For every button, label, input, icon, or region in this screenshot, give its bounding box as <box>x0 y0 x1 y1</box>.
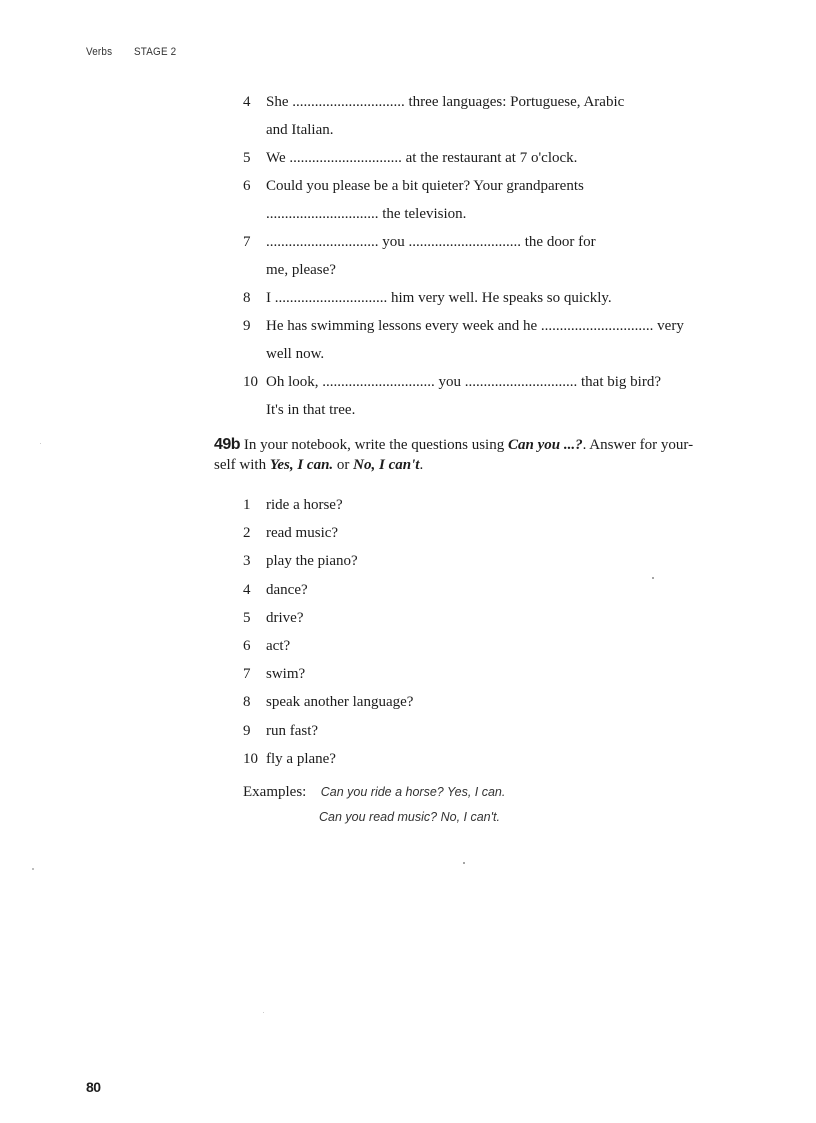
scan-speck <box>263 1012 264 1013</box>
instruction-text: In your notebook, write the questions using <box>240 437 508 453</box>
item-number: 8 <box>243 290 251 306</box>
item-text: dance? <box>266 581 308 598</box>
section-title: Verbs <box>86 46 113 58</box>
list-item <box>243 491 643 519</box>
item-number: 3 <box>243 553 251 570</box>
instruction-text: self with <box>214 457 270 473</box>
item-number: 7 <box>243 666 251 683</box>
item-text: play the piano? <box>266 553 358 570</box>
item-text: fly a plane? <box>266 750 336 767</box>
item-number: 9 <box>243 318 251 334</box>
item-number: 10 <box>243 374 258 390</box>
list-item <box>243 632 643 660</box>
item-number: 6 <box>243 178 251 194</box>
scan-speck <box>32 868 34 870</box>
scan-speck <box>463 862 465 864</box>
instruction-text: . Answer for your- <box>582 437 694 453</box>
instruction-emphasis: Yes, I can. <box>269 457 334 473</box>
instruction-text: or <box>333 457 354 473</box>
item-text: read music? <box>266 525 339 542</box>
list-item <box>243 547 643 575</box>
exercise-code: 49b <box>214 436 241 453</box>
item-number: 9 <box>243 722 251 739</box>
item-text: run fast? <box>266 722 319 739</box>
list-item <box>243 144 758 172</box>
instruction-text: . <box>419 457 424 473</box>
item-line: .............................. the television. <box>266 206 467 222</box>
item-number: 10 <box>243 750 258 767</box>
item-number: 1 <box>243 497 251 513</box>
item-text: drive? <box>266 609 304 626</box>
item-number: 5 <box>243 150 251 166</box>
item-line: She .............................. three languages: Portuguese, Arabic <box>266 94 625 110</box>
list-item <box>243 368 758 424</box>
exercise-b-instruction <box>214 435 754 475</box>
list-item <box>243 172 758 228</box>
item-text: speak another language? <box>266 694 414 711</box>
examples-block <box>243 784 505 826</box>
list-item <box>243 312 758 368</box>
instruction-emphasis: Can you ...? <box>507 437 583 453</box>
item-line: He has swimming lessons every week and he .............................. very <box>266 318 684 334</box>
item-text: act? <box>266 638 291 655</box>
item-line: me, please? <box>266 262 336 278</box>
item-number: 5 <box>243 609 251 626</box>
item-number: 2 <box>243 525 251 542</box>
item-line: .............................. you .............................. the door for <box>266 234 596 250</box>
stage-label: STAGE 2 <box>134 46 177 58</box>
item-line: Could you please be a bit quieter? Your grandparents <box>266 178 584 194</box>
item-text: swim? <box>266 666 306 683</box>
scan-speck <box>40 443 41 444</box>
item-line: and Italian. <box>266 122 334 138</box>
item-number: 6 <box>243 638 251 655</box>
item-number: 7 <box>243 234 251 250</box>
item-line: We .............................. at the restaurant at 7 o'clock. <box>266 150 578 166</box>
list-item <box>243 604 643 632</box>
list-item <box>243 284 758 312</box>
list-item <box>243 576 643 604</box>
list-item <box>243 660 643 688</box>
item-line: well now. <box>266 346 325 362</box>
examples-label: Examples: <box>243 784 307 800</box>
example-sentence: Can you read music? No, I can't. <box>319 810 500 824</box>
item-number: 8 <box>243 694 251 711</box>
item-line: I .............................. him very well. He speaks so quickly. <box>266 290 612 306</box>
list-item <box>243 519 643 547</box>
list-item <box>243 88 758 144</box>
list-item <box>243 228 758 284</box>
scan-speck <box>652 577 654 579</box>
instruction-emphasis: No, I can't <box>353 457 420 473</box>
item-number: 4 <box>243 581 251 598</box>
exercise-b-list <box>243 491 643 773</box>
item-line: Oh look, .............................. you .............................. that big bird? <box>266 374 661 390</box>
list-item <box>243 745 643 773</box>
item-number: 4 <box>243 94 251 110</box>
list-item <box>243 717 643 745</box>
item-text: ride a horse? <box>266 497 343 513</box>
list-item <box>243 688 643 716</box>
item-line: It's in that tree. <box>266 402 356 418</box>
page-number: 80 <box>86 1079 101 1095</box>
running-header <box>86 46 181 58</box>
exercise-a-list <box>243 88 758 424</box>
example-sentence: Can you ride a horse? Yes, I can. <box>320 785 506 799</box>
